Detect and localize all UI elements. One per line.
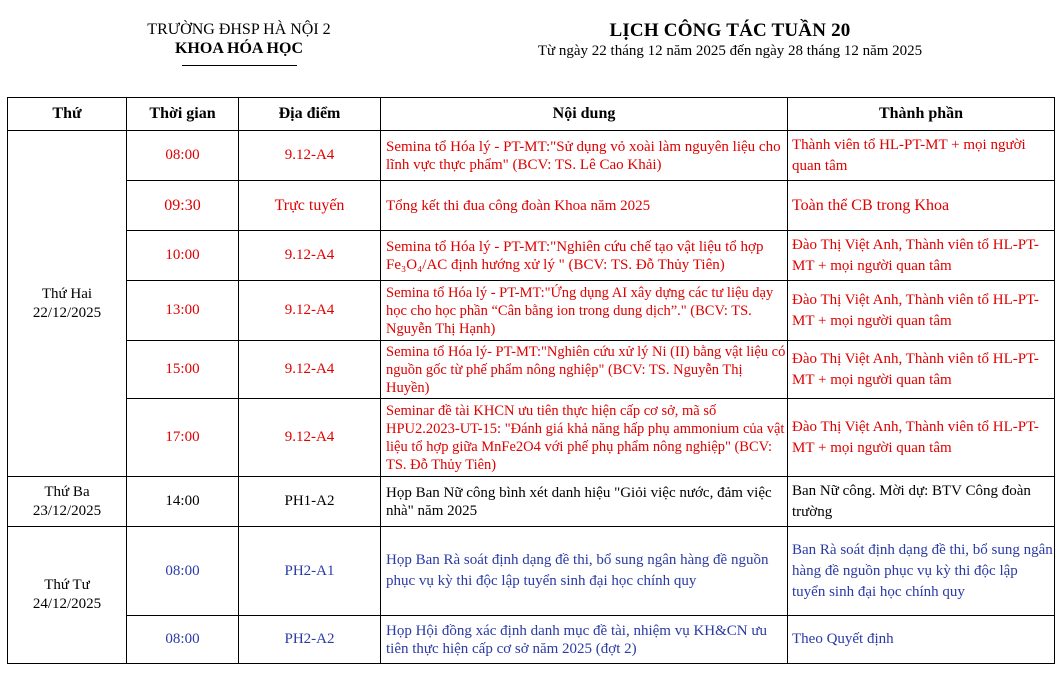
place-cell: PH1-A2 [239, 477, 381, 527]
table-row [8, 477, 1055, 527]
time-cell: 10:00 [127, 231, 239, 281]
participants-cell: Đào Thị Việt Anh, Thành viên tổ HL-PT-MT + mọi người quan tâm [788, 341, 1055, 399]
time-cell: 13:00 [127, 281, 239, 341]
content-cell: Họp Ban Nữ công bình xét danh hiệu "Giỏi việc nước, đảm việc nhà" năm 2025 [381, 477, 788, 527]
table-row [8, 181, 1055, 231]
day-cell-monday [8, 131, 127, 477]
participants-cell: Thành viên tổ HL-PT-MT + mọi người quan tâm [788, 131, 1055, 181]
content-cell: Semina tổ Hóa lý - PT-MT:"Nghiên cứu chế tạo vật liệu tổ hợp Fe₃O₄/AC định hướng xử lý " (BCV: TS. Đỗ Thủy Tiên) [381, 231, 788, 281]
university-name: TRƯỜNG ĐHSP HÀ NỘI 2 [147, 21, 331, 38]
table-row [8, 527, 1055, 616]
table-row [8, 616, 1055, 664]
time-cell: 17:00 [127, 399, 239, 477]
content-cell: Semina tổ Hóa lý - PT-MT:"Ứng dụng AI xây dựng các tư liệu dạy học cho học phần “Cân bằng ion trong dung dịch”." (BCV: TS. Nguyễn Thị Hạnh) [381, 281, 788, 341]
place-cell: PH2-A2 [239, 616, 381, 664]
day-name: Thứ Tư [44, 577, 90, 593]
participants-cell: Đào Thị Việt Anh, Thành viên tổ HL-PT-MT + mọi người quan tâm [788, 399, 1055, 477]
time-cell: 08:00 [127, 616, 239, 664]
content-cell: Semina tổ Hóa lý - PT-MT:"Sử dụng vỏ xoài làm nguyên liệu cho lĩnh vực thực phẩm" (BCV: TS. Lê Cao Khải) [381, 131, 788, 181]
col-header-time: Thời gian [127, 98, 239, 131]
participants-cell: Đào Thị Việt Anh, Thành viên tổ HL-PT-MT + mọi người quan tâm [788, 281, 1055, 341]
header-divider [182, 65, 297, 66]
day-cell-tuesday [8, 477, 127, 527]
place-cell: Trực tuyến [239, 181, 381, 231]
col-header-participants: Thành phần [788, 98, 1055, 131]
table-row [8, 281, 1055, 341]
place-cell: 9.12-A4 [239, 341, 381, 399]
col-header-day: Thứ [8, 98, 127, 131]
content-cell: Seminar đề tài KHCN ưu tiên thực hiện cấp cơ sở, mã số HPU2.2023-UT-15: "Đánh giá khả năng hấp phụ ammonium của vật liệu tổ hợp giữa MnFe2O4 với phế phụ phẩm nông nghiệp" (BCV: TS. Đỗ Thủy Tiên) [381, 399, 788, 477]
participants-cell: Theo Quyết định [788, 616, 1055, 664]
participants-cell: Toàn thể CB trong Khoa [788, 181, 1055, 231]
day-date: 22/12/2025 [32, 304, 102, 321]
header-left [110, 20, 368, 66]
participants-cell: Ban Nữ công. Mời dự: BTV Công đoàn trường [788, 477, 1055, 527]
day-date: 23/12/2025 [32, 502, 102, 519]
day-name: Thứ Ba [44, 483, 90, 500]
schedule-table [7, 97, 1055, 664]
time-cell: 08:00 [127, 131, 239, 181]
time-cell: 08:00 [127, 527, 239, 616]
time-cell: 14:00 [127, 477, 239, 527]
content-cell: Semina tổ Hóa lý- PT-MT:"Nghiên cứu xử lý Ni (II) bằng vật liệu có nguồn gốc từ phế phẩm nông nghiệp" (BCV: TS. Nguyễn Thị Huyền) [381, 341, 788, 399]
content-cell: Họp Hội đồng xác định danh mục đề tài, nhiệm vụ KH&CN ưu tiên thực hiện cấp cơ sở năm 2025 (đợt 2) [381, 616, 788, 664]
col-header-place: Địa điểm [239, 98, 381, 131]
day-date: 24/12/2025 [32, 596, 102, 612]
schedule-title: LỊCH CÔNG TÁC TUẦN 20 [609, 20, 851, 41]
day-name: Thứ Hai [41, 285, 93, 302]
table-row [8, 231, 1055, 281]
place-cell: PH2-A1 [239, 527, 381, 616]
table-row [8, 341, 1055, 399]
day-cell-wednesday [8, 527, 127, 664]
header-right [480, 20, 980, 60]
col-header-content: Nội dung [381, 98, 788, 131]
schedule-date-range: Từ ngày 22 tháng 12 năm 2025 đến ngày 28 tháng 12 năm 2025 [537, 43, 923, 59]
participants-cell: Ban Rà soát định dạng đề thi, bổ sung ngân hàng đề nguồn phục vụ kỳ thi độc lập tuyển sinh đại học chính quy [788, 527, 1055, 616]
table-row [8, 131, 1055, 181]
place-cell: 9.12-A4 [239, 231, 381, 281]
place-cell: 9.12-A4 [239, 131, 381, 181]
time-cell: 15:00 [127, 341, 239, 399]
table-row [8, 399, 1055, 477]
place-cell: 9.12-A4 [239, 281, 381, 341]
content-cell: Tổng kết thi đua công đoàn Khoa năm 2025 [381, 181, 788, 231]
faculty-name: KHOA HÓA HỌC [174, 40, 303, 57]
time-cell: 09:30 [127, 181, 239, 231]
participants-cell: Đào Thị Việt Anh, Thành viên tổ HL-PT-MT + mọi người quan tâm [788, 231, 1055, 281]
table-header-row [8, 98, 1055, 131]
content-cell: Họp Ban Rà soát định dạng đề thi, bổ sung ngân hàng đề nguồn phục vụ kỳ thi độc lập tuyển sinh đại học chính quy [381, 527, 788, 616]
place-cell: 9.12-A4 [239, 399, 381, 477]
